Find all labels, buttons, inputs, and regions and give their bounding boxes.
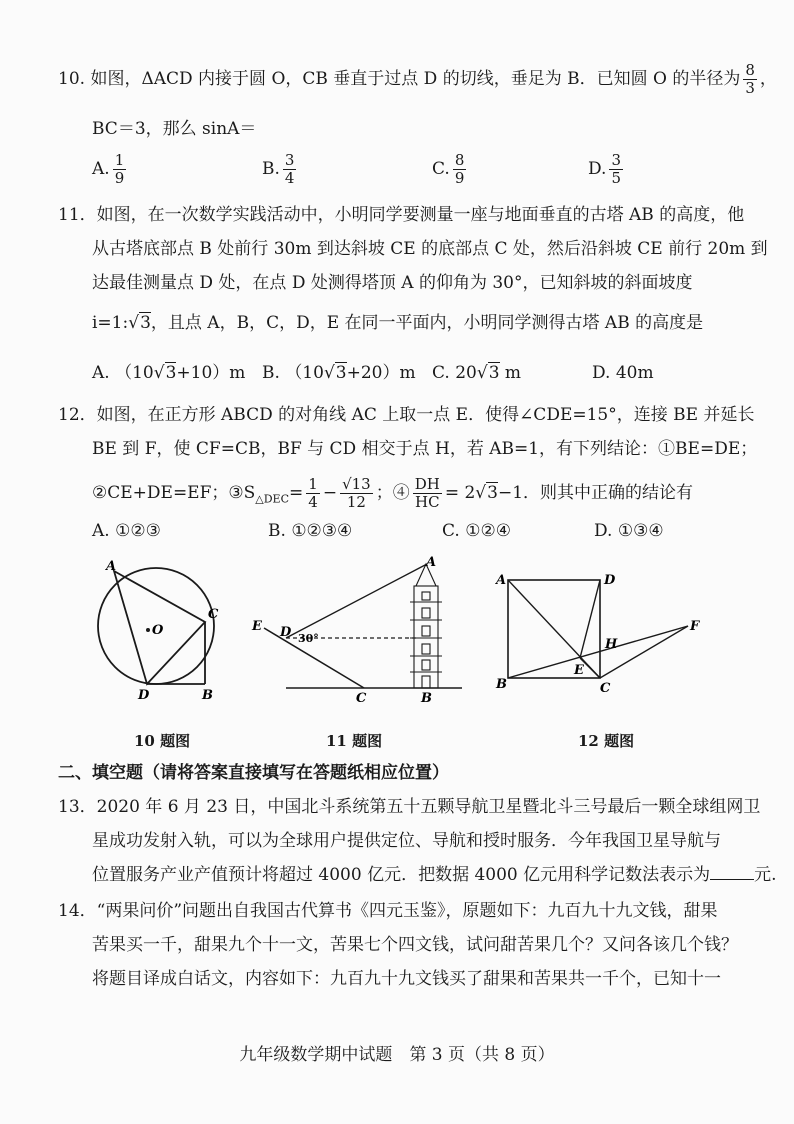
svg-text:O: O — [152, 623, 164, 638]
q11-line2: 从古塔底部点 B 处前行 30m 到达斜坡 CE 的底部点 C 处，然后沿斜坡 CE 前行 20m 到 — [92, 239, 768, 259]
svg-text:E: E — [252, 619, 262, 634]
q11-option-d: D. 40m — [592, 363, 654, 383]
svg-text:H: H — [605, 637, 618, 652]
figure-10-circle-diagram — [92, 558, 237, 703]
section-2-heading: 二、填空题（请将答案直接填写在答题纸相应位置） — [58, 763, 449, 783]
q14-line1: 14．“两果问价”问题出自我国古代算书《四元玉鉴》，原题如下：九百九十九文钱，甜果 — [58, 901, 718, 921]
q12-option-c: C. ①②④ — [442, 521, 511, 541]
q12-line2: BE 到 F，使 CF=CB，BF 与 CD 相交于点 H，若 AB=1，有下列结论：①BE=DE； — [92, 439, 758, 459]
q11-line3: 达最佳测量点 D 处，在点 D 处测得塔顶 A 的仰角为 30°，已知斜坡的斜面坡度 — [92, 273, 693, 293]
figure-11-caption: 11 题图 — [326, 732, 383, 750]
q13-line2: 星成功发射入轨，可以为全球用户提供定位、导航和授时服务．今年我国卫星导航与 — [92, 831, 721, 851]
svg-text:F: F — [690, 619, 700, 634]
q11-option-a: A. （10√3+10）m — [92, 363, 246, 383]
q12-option-b: B. ①②③④ — [268, 521, 353, 541]
q10-line2: BC＝3，那么 sinA＝ — [92, 119, 257, 139]
q11-option-c: C. 20√3 m — [432, 363, 522, 383]
q13-line3: 位置服务产业产值预计将超过 4000 亿元．把数据 4000 亿元用科学记数法表示为 元. — [92, 865, 777, 885]
svg-text:C: C — [600, 681, 611, 696]
figure-12-caption: 12 题图 — [578, 732, 635, 750]
q13-answer-blank[interactable] — [710, 865, 754, 880]
svg-text:B: B — [202, 688, 213, 703]
q13-line1: 13．2020 年 6 月 23 日，中国北斗系统第五十五颗导航卫星暨北斗三号最后一颗全球组网卫 — [58, 797, 761, 817]
q10-option-b: B. $\frac{3}{4}$ — [262, 151, 295, 187]
q14-line3: 将题目译成白话文，内容如下：九百九十九文钱买了甜果和苦果共一千个，已知十一 — [92, 969, 721, 989]
q12-option-d: D. ①③④ — [594, 521, 664, 541]
q10-option-a: A. $\frac{1}{9}$ — [92, 151, 125, 187]
svg-text:E: E — [574, 663, 584, 678]
radius-fraction: $\frac{8}{3}$ — [745, 61, 755, 97]
q12-option-a: A. ①②③ — [92, 521, 161, 541]
svg-text:C: C — [356, 691, 367, 706]
svg-text:D: D — [280, 625, 292, 640]
svg-text:A: A — [496, 573, 507, 588]
svg-text:A: A — [106, 559, 117, 574]
q10-option-d: D. $\frac{3}{5}$ — [588, 151, 621, 187]
page-footer: 九年级数学期中试题 第 3 页（共 8 页） — [239, 1045, 555, 1065]
svg-text:B: B — [421, 691, 432, 706]
q12-line3: ②CE+DE=EF；$③S_{\triangle DEC}=$ $\frac{1}{4}$ − $\frac{√13}{12}$ ；④ $\frac{DH}{HC}$ = 2√3−1．则其中正确的结论有 — [92, 475, 694, 511]
figure-10-caption: 10 题图 — [134, 732, 191, 750]
q14-line2: 苦果买一千，甜果九个十一文，苦果七个四文钱，试问甜苦果几个？又问各该几个钱？ — [92, 935, 738, 955]
q10-option-c: C. $\frac{8}{9}$ — [432, 151, 465, 187]
svg-text:D: D — [604, 573, 616, 588]
q11-line1: 11．如图，在一次数学实践活动中，小明同学要测量一座与地面垂直的古塔 AB 的高度，他 — [58, 205, 745, 225]
q11-line4: i=1:√3，且点 A，B，C，D，E 在同一平面内，小明同学测得古塔 AB 的高度是 — [92, 313, 704, 333]
svg-text:A: A — [426, 556, 437, 570]
svg-text:B: B — [496, 677, 507, 692]
q12-line1: 12．如图，在正方形 ABCD 的对角线 AC 上取一点 E．使得∠CDE=15°，连接 BE 并延长 — [58, 405, 755, 425]
svg-text:C: C — [208, 607, 219, 622]
angle-30-label: 30° — [298, 632, 319, 645]
q10-line1: 10. 如图，ΔACD 内接于圆 O，CB 垂直于过点 D 的切线，垂足为 B．已知圆 O 的半径为 $\frac{8}{3}$ ， — [58, 61, 777, 97]
svg-text:D: D — [138, 688, 150, 703]
figure-11-tower-diagram — [244, 556, 464, 706]
figure-12-square-diagram — [488, 568, 708, 698]
q11-option-b: B. （10√3+20）m — [262, 363, 416, 383]
